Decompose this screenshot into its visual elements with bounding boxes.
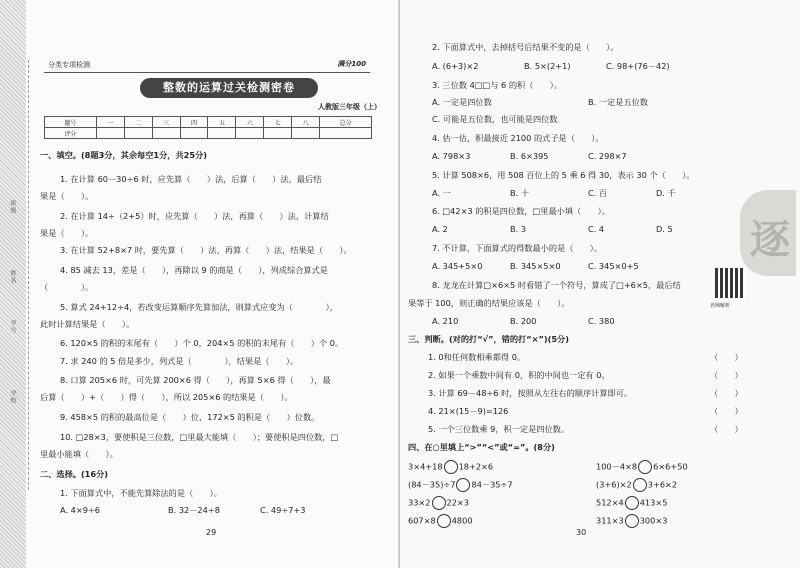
judge-item: 4. 21×(15－9)=126	[428, 406, 509, 416]
score-cell[interactable]	[236, 128, 264, 139]
compare-circle[interactable]	[456, 478, 470, 492]
choice-option: C. 345×0+5	[588, 261, 639, 271]
choice-option: A. 一	[432, 188, 451, 198]
choice-option: A. 798×3	[432, 151, 471, 161]
compare-item	[596, 496, 667, 510]
compare-left-expr: 3×4+18	[408, 461, 443, 472]
score-table-header-row	[45, 117, 372, 128]
binding-label-class: 班级	[9, 200, 16, 214]
choice-option: C. 4	[588, 224, 605, 234]
section-judge-heading: 三、判断。(对的打“√”，错的打“×”)(5分)	[408, 334, 569, 344]
score-cell: 一	[96, 117, 124, 128]
compare-left-expr: 33×2	[408, 497, 431, 508]
score-cell: 三	[152, 117, 180, 128]
page-number: 29	[206, 528, 217, 537]
page-number: 30	[576, 528, 587, 537]
question-line: 8. 龙龙在计算□×6×5 时看错了一个符号，算成了□+6×5，最后结	[432, 280, 681, 290]
question-line: 6. 120×5 的积的末尾有（ ）个 0，204×5 的积的末尾有（ ）个 0。	[60, 338, 344, 348]
compare-left-expr: (84－35)÷7	[408, 479, 456, 490]
score-cell: 题号	[45, 117, 97, 128]
question-line: 10. □28×3，要使积是三位数，□里最大能填（ ）；要使积是四位数，□	[60, 432, 339, 442]
page-title: 整数的运算过关检测密卷	[140, 78, 318, 98]
score-cell[interactable]	[180, 128, 208, 139]
compare-right-expr: 300×3	[639, 515, 668, 526]
question-line: 后算（ ）+（ ）得（ ），所以 205×6 的结果是（ ）。	[40, 392, 293, 402]
header-category: 分类专项检测	[48, 61, 90, 69]
choice-option: A. 4×9÷6	[60, 505, 101, 515]
score-table	[44, 116, 372, 139]
question-line: 3. 在计算 52+8×7 时，要先算（ ）法，再算（ ）法，结果是（ ）。	[60, 245, 352, 255]
choice-option: B. 十	[510, 188, 530, 198]
binding-label-name: 姓名	[9, 270, 16, 284]
section-compare-heading: 四、在○里填上“>”“<”或“=”。(8分)	[408, 442, 555, 452]
score-cell[interactable]	[264, 128, 292, 139]
choice-option: B. 6×395	[510, 151, 549, 161]
compare-circle[interactable]	[625, 514, 639, 528]
compare-circle[interactable]	[638, 460, 652, 474]
score-cell[interactable]	[124, 128, 152, 139]
choice-option: A. 210	[432, 316, 459, 326]
choice-option: A. 一定是四位数	[432, 97, 492, 107]
question-line: 2. 下面算式中，去掉括号后结果不变的是（ ）。	[432, 42, 619, 52]
choice-option: A. (6+3)×2	[432, 61, 479, 71]
edition-label: 人教版三年级（上）	[318, 103, 381, 111]
question-line: 4. 85 减去 13，差是（ ），再除以 9 的商是（ ），列成综合算式是	[60, 265, 328, 275]
question-line: 7. 求 240 的 5 倍是多少，列式是（ ），结果是（ ）。	[60, 356, 299, 366]
question-line: 9. 458×5 的积的最高位是（ ）位，172×5 的积是（ ）位数。	[60, 412, 320, 422]
score-cell: 五	[208, 117, 236, 128]
compare-item	[596, 514, 667, 528]
compare-right-expr: 84－35÷7	[471, 479, 513, 490]
seal-stamp	[740, 190, 796, 276]
question-line: 6. □42×3 的积是四位数，□里最小填（ ）。	[432, 206, 610, 216]
choice-option: B. 3	[510, 224, 527, 234]
header-full-score: 满分100	[337, 60, 366, 68]
compare-item	[408, 514, 473, 528]
score-cell[interactable]	[208, 128, 236, 139]
judge-item: 5. 一个三位数乘 9，积一定是四位数。	[428, 424, 570, 434]
compare-right-expr: 6×6+50	[653, 461, 688, 472]
choice-option: D. 千	[656, 188, 676, 198]
question-line: 此时计算结果是（ ）。	[40, 319, 135, 329]
score-cell[interactable]	[320, 128, 372, 139]
question-line: （ ）。	[40, 282, 94, 292]
binding-label-number: 学号	[9, 320, 16, 334]
compare-circle[interactable]	[437, 514, 451, 528]
judge-answer-box[interactable]: （ ）	[710, 406, 743, 416]
judge-item: 1. 0和任何数相乘都得 0。	[428, 352, 526, 362]
choice-option: A. 2	[432, 224, 448, 234]
compare-item	[408, 478, 513, 492]
judge-answer-box[interactable]: （ ）	[710, 370, 743, 380]
binding-strip	[0, 0, 26, 568]
score-cell: 四	[180, 117, 208, 128]
judge-item: 2. 如果一个乘数中间有 0，积的中间也一定有 0。	[428, 370, 610, 380]
compare-circle[interactable]	[633, 478, 647, 492]
compare-item	[408, 460, 493, 474]
choice-option: C. 380	[588, 316, 615, 326]
compare-left-expr: (3+6)×2	[596, 479, 632, 490]
compare-item	[596, 460, 688, 474]
judge-item: 3. 计算 69－48÷6 时，按照从左往右的顺序计算即可。	[428, 388, 633, 398]
score-cell[interactable]	[96, 128, 124, 139]
score-cell: 七	[264, 117, 292, 128]
judge-answer-box[interactable]: （ ）	[710, 352, 743, 362]
qr-label: 名师解析	[710, 303, 731, 309]
section-fill-in-heading: 一、填空。(8题3分，其余每空1分，共25分)	[40, 150, 207, 160]
choice-option: C. 49÷7+3	[260, 505, 306, 515]
compare-circle[interactable]	[444, 460, 458, 474]
choice-option: A. 345+5×0	[432, 261, 483, 271]
score-cell: 评分	[45, 128, 97, 139]
question-line: 2. 在计算 14÷（2+5）时，应先算（ ）法，再算（ ）法，计算结	[60, 211, 329, 221]
score-table-score-row	[45, 128, 372, 139]
question-line: 5. 算式 24+12÷4，若改变运算顺序先算加法，则算式应变为（ ），	[60, 302, 338, 312]
choice-option: B. 32－24÷8	[168, 505, 220, 515]
score-cell: 六	[236, 117, 264, 128]
choice-option: D. 5	[656, 224, 673, 234]
score-cell: 二	[124, 117, 152, 128]
compare-circle[interactable]	[432, 496, 446, 510]
question-line: 3. 三位数 4□□与 6 的积（ ）。	[432, 80, 563, 90]
compare-right-expr: 18+2×6	[458, 461, 494, 472]
score-cell[interactable]	[152, 128, 180, 139]
qr-code-icon	[715, 268, 745, 298]
compare-circle[interactable]	[625, 496, 639, 510]
choice-option: C. 98+(76－42)	[606, 61, 670, 71]
compare-right-expr: 413×5	[639, 497, 668, 508]
compare-left-expr: 311×3	[596, 515, 624, 526]
compare-right-expr: 4800	[451, 515, 473, 526]
choice-option: C. 298×7	[588, 151, 627, 161]
question-line: 果是（ ）。	[40, 228, 94, 238]
score-cell: 八	[292, 117, 320, 128]
choice-option: B. 200	[510, 316, 537, 326]
compare-right-expr: 3+6×2	[647, 479, 678, 490]
judge-answer-box[interactable]: （ ）	[710, 388, 743, 398]
cut-line	[28, 60, 29, 490]
question-line: 8. 口算 205×6 时，可先算 200×6 得（ ），再算 5×6 得（ ），最	[60, 375, 331, 385]
compare-right-expr: 22×3	[446, 497, 469, 508]
score-cell[interactable]	[292, 128, 320, 139]
compare-left-expr: 607×8	[408, 515, 436, 526]
compare-item	[596, 478, 677, 492]
question-line: 1. 在计算 60－30÷6 时，应先算（ ）法，后算（ ）法，最后结	[60, 174, 322, 184]
section-choice-heading: 二、选择。(16分)	[40, 469, 109, 479]
choice-option: B. 5×(2+1)	[524, 61, 571, 71]
compare-left-expr: 512×4	[596, 497, 624, 508]
binding-label-school: 学校	[9, 390, 16, 404]
choice-option: B. 345×5×0	[510, 261, 561, 271]
choice-option: C. 可能是五位数，也可能是四位数	[432, 114, 558, 124]
question-line: 果是（ ）。	[40, 191, 94, 201]
question-line: 1. 下面算式中，不能先算除法的是（ ）。	[60, 488, 222, 498]
choice-option: B. 一定是五位数	[588, 97, 648, 107]
header-row	[44, 58, 370, 73]
question-line: 里最小能填（ ）。	[40, 449, 118, 459]
question-line: 果等于 100，则正确的结果应该是（ ）。	[408, 298, 570, 308]
question-line: 7. 不计算，下面算式的得数最小的是（ ）。	[432, 243, 603, 253]
right-page	[400, 0, 800, 568]
seal-stamp-glyph: 逐	[750, 217, 790, 263]
score-cell: 总分	[320, 117, 372, 128]
question-line: 5. 计算 508×6，用 508 百位上的 5 乘 6 得 30，表示 30 个（ ）。	[432, 170, 695, 180]
choice-option: C. 百	[588, 188, 608, 198]
question-line: 4. 估一估，积最接近 2100 的式子是（ ）。	[432, 133, 604, 143]
judge-answer-box[interactable]: （ ）	[710, 424, 743, 434]
compare-item	[408, 496, 469, 510]
compare-left-expr: 100－4×8	[596, 461, 638, 472]
